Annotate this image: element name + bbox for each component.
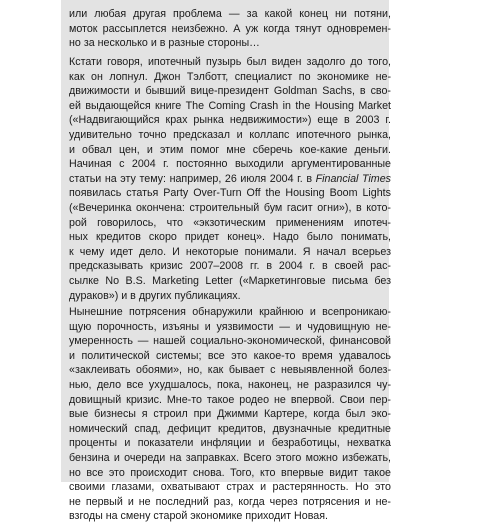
text-line: но за несколько и в разные стороны… xyxy=(69,37,260,50)
publication-name: Financial Times xyxy=(315,172,391,185)
paragraph-1 xyxy=(69,7,391,51)
text-line: бензина и очереди на заправках. Всего этого можно избежать, xyxy=(69,451,391,464)
text-line: к чему идет дело. И некоторые понимали. Я начал всерьез xyxy=(69,245,391,258)
text-line: движимости и бывший вице-президент Goldman Sachs, в сво- xyxy=(69,85,391,98)
text-line: рой говорилось, что «экзотическим применениям ипотеч- xyxy=(69,216,391,229)
text-line: вые бизнесы я строил при Джимми Картере, когда был эко- xyxy=(69,408,391,421)
text-line: ных кредитов скоро придет конец». Надо было понимать, xyxy=(69,231,391,244)
text-line: дураков») и в других публикациях. xyxy=(69,289,241,302)
text-line: как он лопнул. Джон Тэлботт, специалист по экономике не- xyxy=(69,70,391,83)
paragraph-3 xyxy=(69,305,391,524)
text-line: взгоды на смену старой экономике приходит Новая. xyxy=(69,510,328,523)
text-line: моток рассыплется неизбежно. А уж когда тянут одновремен- xyxy=(69,22,391,35)
text-line: щую порочность, изъяны и уязвимости — и чудовищную не- xyxy=(69,320,391,333)
paragraph-2 xyxy=(69,55,391,303)
text-line: но все это происходит снова. Того, кто впервые видит такое xyxy=(69,466,391,479)
text-line: предсказывать кризис 2007–2008 гг. в 2004 г. в своей рас- xyxy=(69,260,391,273)
text-line: статьи на эту тему: например, 26 июля 2004 г. в Financial Times xyxy=(69,172,391,185)
text-line: и политической системы; все это какое-то время удавалось xyxy=(69,349,391,362)
text-line: «заклеивать обоями», но, как бывает с невыявленной болез- xyxy=(69,364,391,377)
text-line: Кстати говоря, ипотечный пузырь был виден задолго до того, xyxy=(69,56,391,68)
text-line: и обвал цен, и этим помог мне сберечь кое-какие деньги. xyxy=(69,143,391,156)
text-line: проценты и показатели инфляции и безработицы, нехватка xyxy=(69,437,391,450)
text-line: нью, дело все ухудшалось, пока, наконец, не разразился чу- xyxy=(69,378,391,391)
text-line: Начиная с 2004 г. постоянно выходили аргументированные xyxy=(69,158,391,171)
text-line: или любая другая проблема — за какой конец ни потяни, xyxy=(69,8,391,20)
text-line: появилась статья Party Over-Turn Off the Housing Boom Lights xyxy=(69,187,391,200)
text-line: своими глазами, охватывают страх и растерянность. Но это xyxy=(69,481,391,494)
text-line: сылке No B.S. Marketing Letter («Маркетинговые письма без xyxy=(69,274,391,287)
text-line: Нынешние потрясения обнаружили крайнюю и всепроникаю- xyxy=(69,306,391,318)
text-line: довищный кризис. Мне-то такое родео не впервой. Свои пер- xyxy=(69,393,391,406)
text-line: номический спад, дефицит кредитов, двузначные кредитные xyxy=(69,422,391,435)
text-line: («Надвигающийся крах рынка недвижимости») еще в 2003 г. xyxy=(69,114,391,127)
text-line: ей выдающейся книге The Coming Crash in the Housing Market xyxy=(69,99,391,112)
text-line: удивительно точно предсказал и коллапс ипотечного рынка, xyxy=(69,128,391,141)
text-line: умеренность — нашей социально-экономической, финансовой xyxy=(69,335,391,348)
text-line: («Вечеринка окончена: строительный бум гасит огни»), в кото- xyxy=(69,201,391,214)
text-line: не первый и не последний раз, когда через потрясения и не- xyxy=(69,495,391,508)
